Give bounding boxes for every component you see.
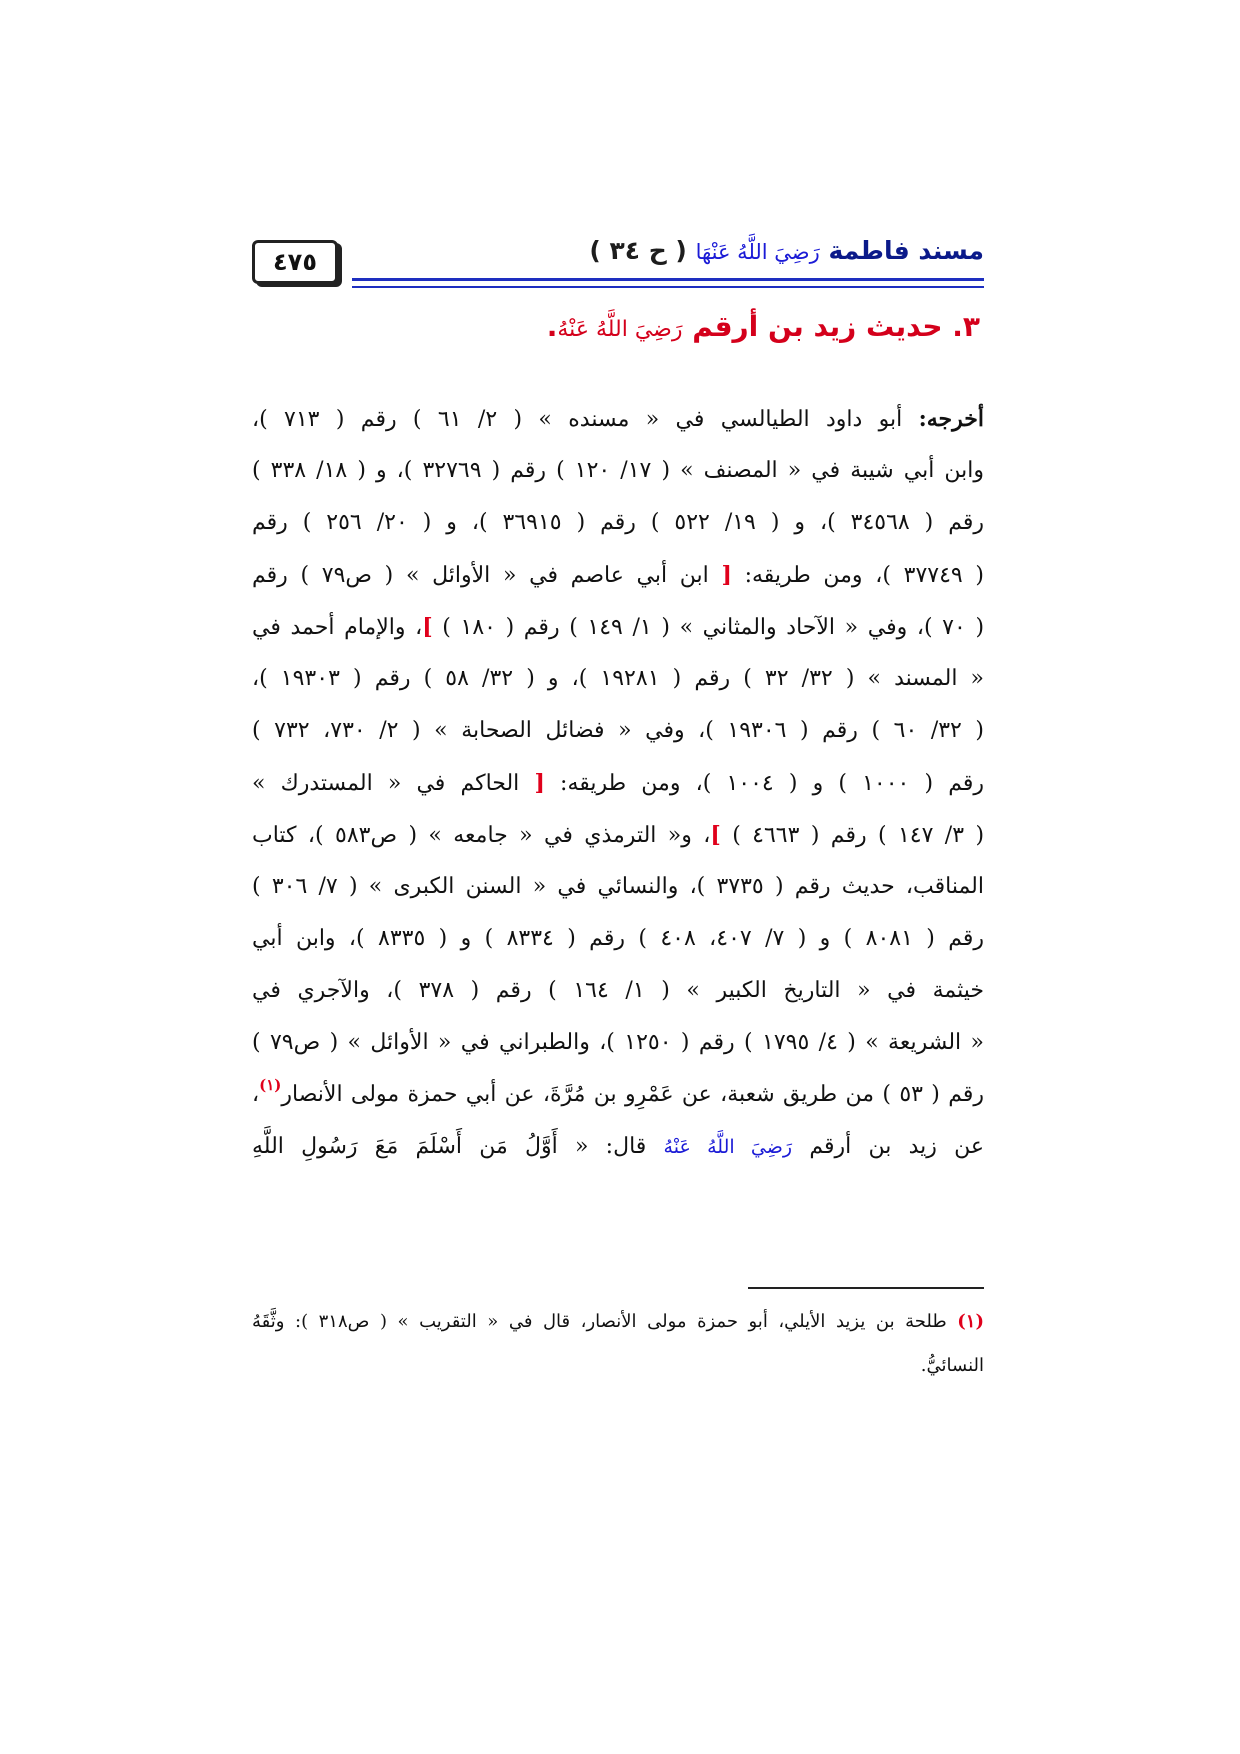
- body-line: [252, 861, 984, 913]
- line-text: خيثمة في « التاريخ الكبير » ( ١/ ١٦٤ ) رقم ( ٣٧٨ )، والآجري في: [252, 978, 984, 1003]
- line-text: ( ٣/ ١٤٧ ) رقم ( ٤٦٦٣ ): [732, 823, 984, 848]
- line-text: قال: « أَوَّلُ مَن أَسْلَمَ مَعَ رَسُولِ اللَّهِ: [252, 1134, 647, 1159]
- line-text: ، و« الترمذي في « جامعه » ( ص٥٨٣ )، كتاب: [252, 823, 711, 848]
- body-line: [252, 705, 984, 757]
- body-line: [252, 913, 984, 965]
- body-line: [252, 393, 984, 445]
- line-text: رقم ( ١٠٠٠ ) و ( ١٠٠٤ )، ومن طريقه:: [560, 771, 984, 796]
- footnote-text: طلحة بن يزيد الأيلي، أبو حمزة مولى الأنصار، قال في « التقريب » ( ص٣١٨ ): وثَّقَهُ: [252, 1311, 947, 1332]
- body-line: [252, 809, 984, 861]
- section-heading: [547, 310, 980, 343]
- body-line: [252, 445, 984, 497]
- line-text: رقم ( ٨٠٨١ ) و ( ٧/ ٤٠٧، ٤٠٨ ) رقم ( ٨٣٣٤ ) و ( ٨٣٣٥ )، وابن أبي: [252, 926, 984, 951]
- line-text: عن زيد بن أرقم: [809, 1134, 984, 1159]
- footnote-separator: [748, 1287, 984, 1289]
- open-bracket: [: [534, 770, 545, 796]
- book-title: مسند فاطمة: [828, 236, 984, 265]
- line-text: الحاكم في « المستدرك »: [252, 771, 520, 796]
- section-honorific: رَضِيَ اللَّهُ عَنْهُ: [557, 317, 683, 342]
- line-text: « المسند » ( ٣٢/ ٣٢ ) رقم ( ١٩٢٨١ )، و ( ٣٢/ ٥٨ ) رقم ( ١٩٣٠٣ )،: [252, 666, 984, 691]
- line-text: « الشريعة » ( ٤/ ١٧٩٥ ) رقم ( ١٢٥٠ )، والطبراني في « الأوائل » ( ص٧٩ ): [252, 1030, 984, 1055]
- hadith-volume-ref: ( ح ٣٤ ): [589, 236, 687, 265]
- line-text: ( ٣٧٧٤٩ )، ومن طريقه:: [744, 563, 984, 588]
- footnote-number: (١): [957, 1311, 984, 1332]
- open-bracket: [: [721, 562, 732, 588]
- inline-honorific: رَضِيَ اللَّهُ عَنْهُ: [663, 1136, 793, 1158]
- page-number: ٤٧٥: [252, 240, 338, 284]
- body-line: [252, 497, 984, 549]
- line-text: رقم ( ٣٤٥٦٨ )، و ( ١٩/ ٥٢٢ ) رقم ( ٣٦٩١٥ )، و ( ٢٠/ ٢٥٦ ) رقم: [252, 510, 984, 535]
- line-text: أبو داود الطيالسي في « مسنده » ( ٢/ ٦١ ) رقم ( ٧١٣ )،: [252, 407, 903, 432]
- section-title: حديث زيد بن أرقم: [692, 310, 943, 343]
- line-text: وابن أبي شيبة في « المصنف » ( ١٧/ ١٢٠ ) رقم ( ٣٢٧٦٩ )، و ( ١٨/ ٣٣٨ ): [252, 458, 984, 483]
- line-text: ( ٧٠ )، وفي « الآحاد والمثاني » ( ١/ ١٤٩ ) رقم ( ١٨٠ ): [442, 615, 984, 640]
- section-end: .: [546, 310, 558, 343]
- footnote-line: [252, 1344, 984, 1388]
- line-text: رقم ( ٥٣ ) من طريق شعبة، عن عَمْرِو بن مُرَّةَ، عن أبي حمزة مولى الأنصار: [281, 1082, 984, 1107]
- body-line: [252, 757, 984, 809]
- header-honorific: رَضِيَ اللَّهُ عَنْهَا: [695, 240, 820, 264]
- running-title: [589, 236, 984, 265]
- body-text: [252, 393, 984, 1173]
- line-text: ابن أبي عاصم في « الأوائل » ( ص٧٩ ) رقم: [252, 563, 709, 588]
- line-text: ،: [252, 1082, 260, 1107]
- body-line: [252, 549, 984, 601]
- body-line: [252, 965, 984, 1017]
- footnote-text: النسائيُّ.: [920, 1355, 984, 1376]
- header-rule-bottom: [352, 286, 984, 288]
- lead-word: أخرجه:: [918, 406, 984, 432]
- body-line: [252, 1121, 984, 1173]
- body-line: [252, 1017, 984, 1069]
- footnote-marker[interactable]: (١): [259, 1076, 282, 1094]
- line-text: المناقب، حديث رقم ( ٣٧٣٥ )، والنسائي في « السنن الكبرى » ( ٧/ ٣٠٦ ): [252, 874, 984, 899]
- footnote-line: [252, 1300, 984, 1344]
- header-rule-top: [352, 278, 984, 281]
- footnote: [252, 1300, 984, 1388]
- body-line: [252, 601, 984, 653]
- section-number: ٣.: [952, 310, 980, 343]
- page-header: [252, 232, 984, 292]
- line-text: ، والإمام أحمد في: [252, 615, 423, 640]
- line-text: ( ٣٢/ ٦٠ ) رقم ( ١٩٣٠٦ )، وفي « فضائل الصحابة » ( ٢/ ٧٣٠، ٧٣٢ ): [252, 718, 984, 743]
- body-line: [252, 653, 984, 705]
- close-bracket: ]: [710, 822, 721, 848]
- body-line: [252, 1069, 984, 1121]
- close-bracket: ]: [422, 614, 433, 640]
